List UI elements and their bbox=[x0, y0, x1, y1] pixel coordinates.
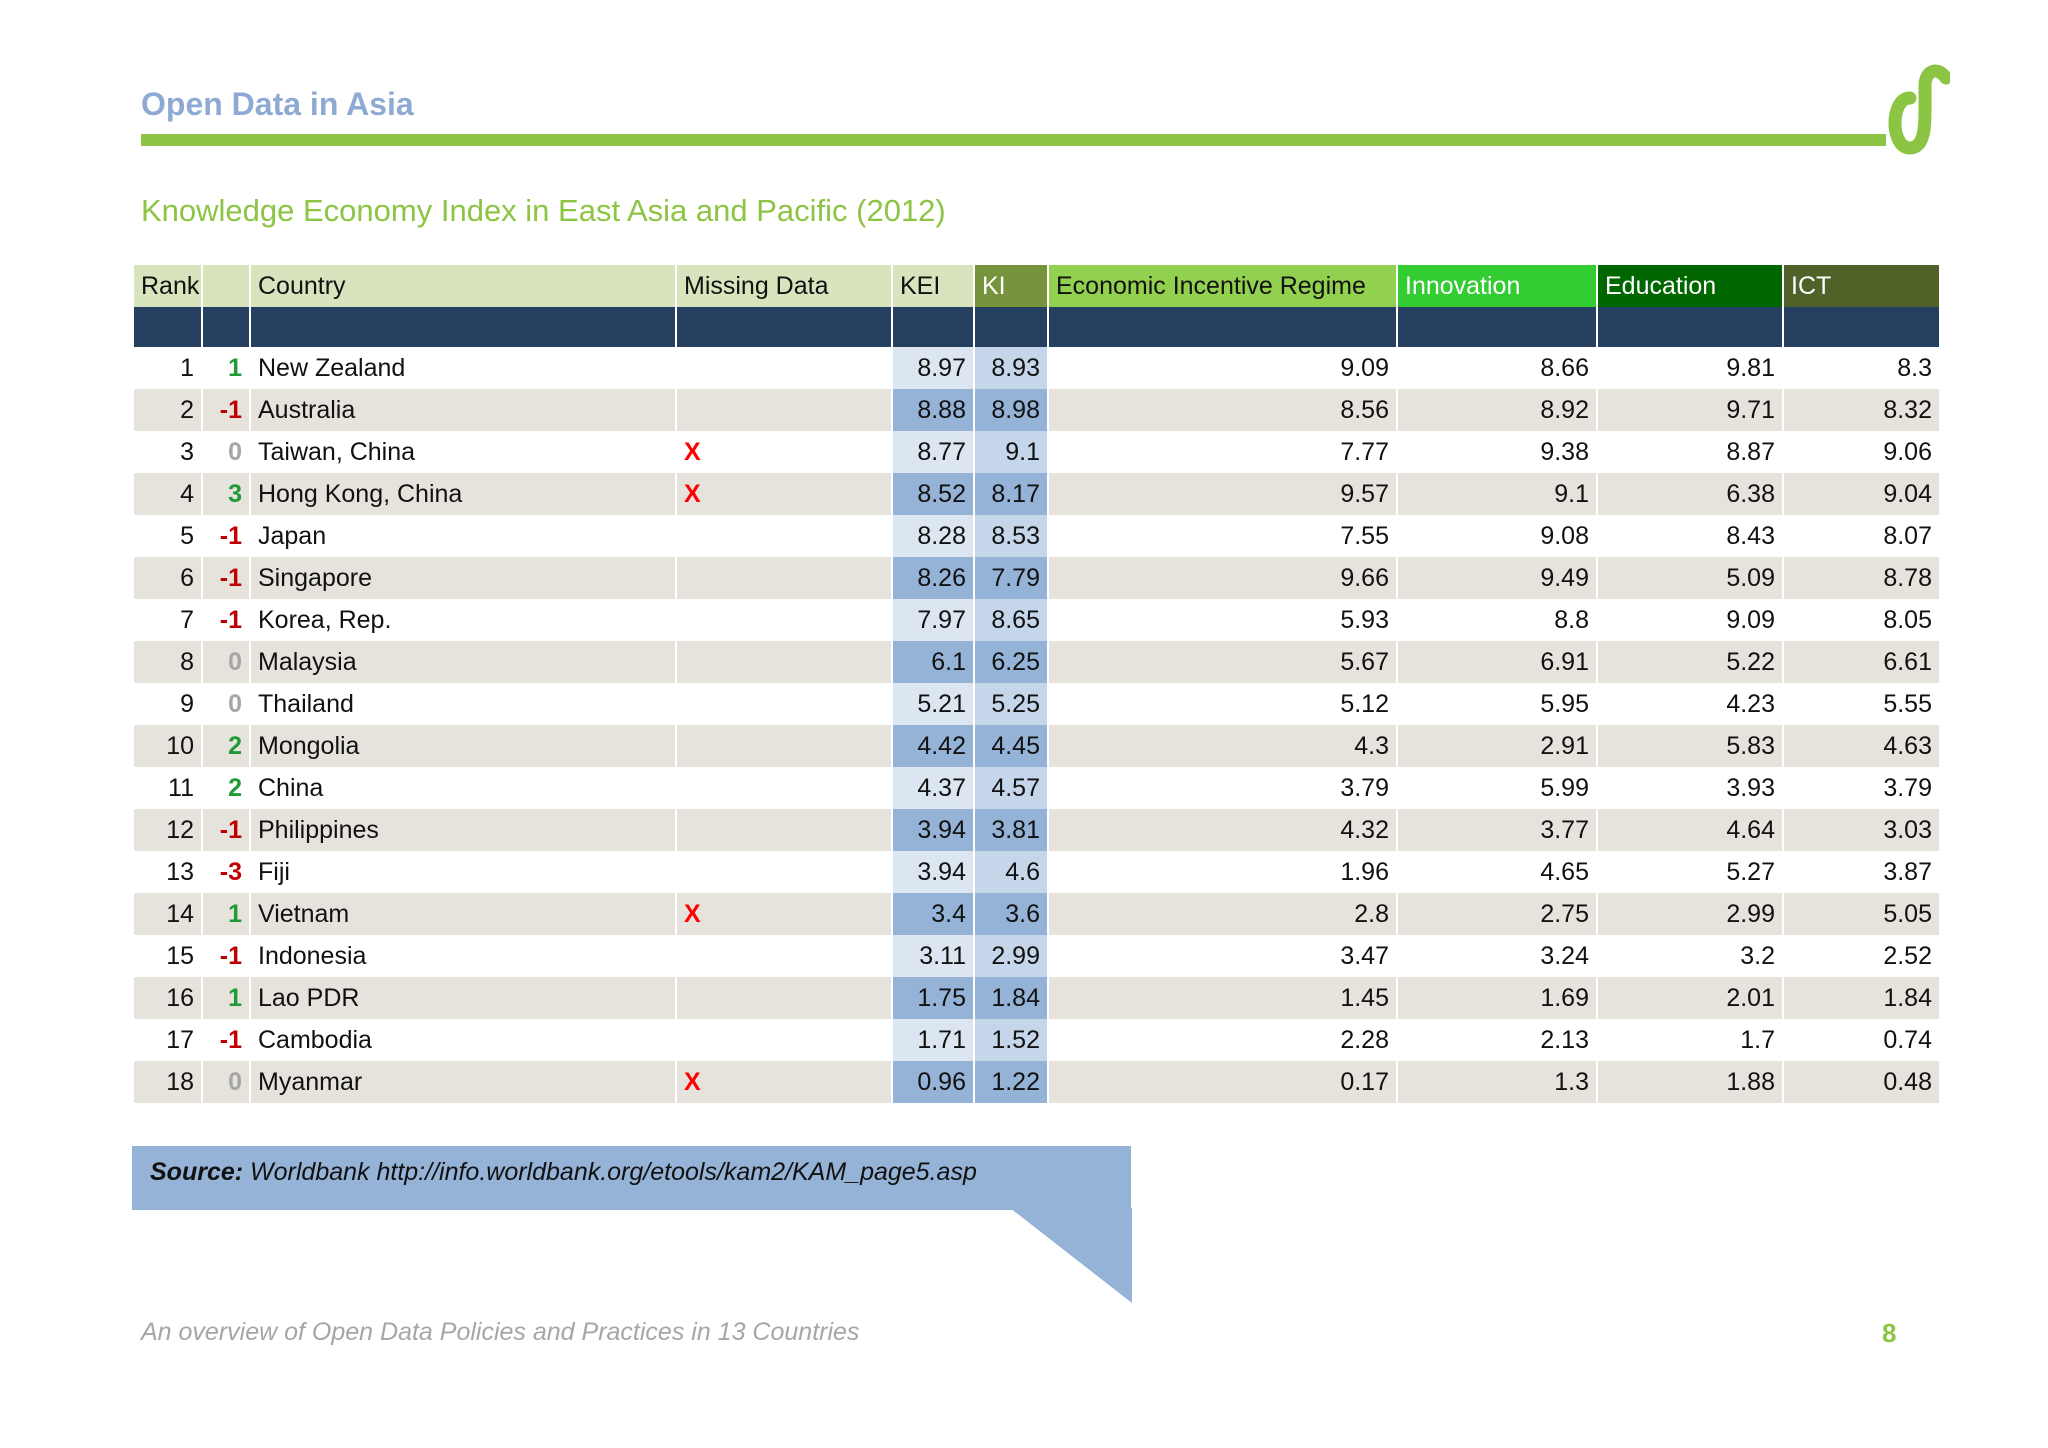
cell-education: 1.88 bbox=[1597, 1061, 1783, 1103]
cell-ict: 4.63 bbox=[1783, 725, 1940, 767]
cell-missing-data: X bbox=[676, 893, 892, 935]
cell-innovation: 9.38 bbox=[1397, 431, 1597, 473]
cell-change: 1 bbox=[202, 347, 250, 389]
cell-innovation: 8.66 bbox=[1397, 347, 1597, 389]
cell-change: -1 bbox=[202, 935, 250, 977]
cell-education: 8.43 bbox=[1597, 515, 1783, 557]
cell-education: 5.22 bbox=[1597, 641, 1783, 683]
cell-ki: 1.84 bbox=[974, 977, 1048, 1019]
table-row bbox=[134, 389, 1940, 431]
header-missing-data: Missing Data bbox=[676, 265, 892, 307]
cell-rank: 10 bbox=[134, 725, 202, 767]
cell-rank: 16 bbox=[134, 977, 202, 1019]
cell-country: Mongolia bbox=[250, 725, 676, 767]
cell-economic-incentive-regime: 3.79 bbox=[1048, 767, 1397, 809]
cell-country: Taiwan, China bbox=[250, 431, 676, 473]
cell-country: Lao PDR bbox=[250, 977, 676, 1019]
cell-economic-incentive-regime: 5.93 bbox=[1048, 599, 1397, 641]
cell-change: -1 bbox=[202, 809, 250, 851]
cell-change: -1 bbox=[202, 1019, 250, 1061]
table-row bbox=[134, 347, 1940, 389]
cell-economic-incentive-regime: 4.3 bbox=[1048, 725, 1397, 767]
cell-missing-data bbox=[676, 557, 892, 599]
cell-kei: 4.42 bbox=[892, 725, 974, 767]
cell-economic-incentive-regime: 5.67 bbox=[1048, 641, 1397, 683]
cell-ki: 4.45 bbox=[974, 725, 1048, 767]
cell-change: -1 bbox=[202, 389, 250, 431]
cell-kei: 8.28 bbox=[892, 515, 974, 557]
cell-change: 2 bbox=[202, 725, 250, 767]
cell-ki: 3.6 bbox=[974, 893, 1048, 935]
cell-country: Philippines bbox=[250, 809, 676, 851]
cell-kei: 3.11 bbox=[892, 935, 974, 977]
table-row bbox=[134, 977, 1940, 1019]
cell-innovation: 2.13 bbox=[1397, 1019, 1597, 1061]
cell-ki: 8.98 bbox=[974, 389, 1048, 431]
cell-economic-incentive-regime: 8.56 bbox=[1048, 389, 1397, 431]
cell-ki: 1.52 bbox=[974, 1019, 1048, 1061]
cell-kei: 3.94 bbox=[892, 851, 974, 893]
cell-education: 2.99 bbox=[1597, 893, 1783, 935]
cell-education: 9.71 bbox=[1597, 389, 1783, 431]
page-title: Knowledge Economy Index in East Asia and Pacific (2012) bbox=[141, 193, 946, 228]
cell-education: 4.23 bbox=[1597, 683, 1783, 725]
cell-rank: 6 bbox=[134, 557, 202, 599]
cell-rank: 1 bbox=[134, 347, 202, 389]
cell-country: Hong Kong, China bbox=[250, 473, 676, 515]
cell-ict: 8.78 bbox=[1783, 557, 1940, 599]
cell-education: 4.64 bbox=[1597, 809, 1783, 851]
header-change bbox=[202, 265, 250, 307]
table-row bbox=[134, 809, 1940, 851]
cell-missing-data bbox=[676, 725, 892, 767]
cell-country: Myanmar bbox=[250, 1061, 676, 1103]
header-rule bbox=[141, 134, 1886, 146]
header-ict: ICT bbox=[1783, 265, 1940, 307]
cell-country: Thailand bbox=[250, 683, 676, 725]
table-row bbox=[134, 683, 1940, 725]
cell-rank: 5 bbox=[134, 515, 202, 557]
cell-innovation: 1.3 bbox=[1397, 1061, 1597, 1103]
cell-economic-incentive-regime: 5.12 bbox=[1048, 683, 1397, 725]
cell-innovation: 8.92 bbox=[1397, 389, 1597, 431]
cell-education: 5.27 bbox=[1597, 851, 1783, 893]
cell-rank: 8 bbox=[134, 641, 202, 683]
cell-ict: 6.61 bbox=[1783, 641, 1940, 683]
cell-education: 3.93 bbox=[1597, 767, 1783, 809]
header-band bbox=[134, 307, 1940, 347]
cell-innovation: 4.65 bbox=[1397, 851, 1597, 893]
cell-country: New Zealand bbox=[250, 347, 676, 389]
cell-innovation: 5.99 bbox=[1397, 767, 1597, 809]
cell-innovation: 5.95 bbox=[1397, 683, 1597, 725]
cell-innovation: 2.75 bbox=[1397, 893, 1597, 935]
cell-missing-data bbox=[676, 389, 892, 431]
cell-missing-data bbox=[676, 515, 892, 557]
cell-missing-data bbox=[676, 599, 892, 641]
document-header-title: Open Data in Asia bbox=[141, 86, 414, 122]
cell-ict: 2.52 bbox=[1783, 935, 1940, 977]
cell-ict: 9.06 bbox=[1783, 431, 1940, 473]
cell-country: Malaysia bbox=[250, 641, 676, 683]
table-row bbox=[134, 599, 1940, 641]
cell-ict: 3.79 bbox=[1783, 767, 1940, 809]
cell-ict: 8.32 bbox=[1783, 389, 1940, 431]
cell-missing-data bbox=[676, 1019, 892, 1061]
header-country: Country bbox=[250, 265, 676, 307]
cell-rank: 3 bbox=[134, 431, 202, 473]
table-row bbox=[134, 893, 1940, 935]
cell-ict: 5.05 bbox=[1783, 893, 1940, 935]
table-row bbox=[134, 725, 1940, 767]
cell-rank: 12 bbox=[134, 809, 202, 851]
cell-ki: 4.57 bbox=[974, 767, 1048, 809]
cell-missing-data: X bbox=[676, 473, 892, 515]
table-row bbox=[134, 557, 1940, 599]
cell-ki: 1.22 bbox=[974, 1061, 1048, 1103]
cell-kei: 1.71 bbox=[892, 1019, 974, 1061]
cell-change: 0 bbox=[202, 683, 250, 725]
page-number: 8 bbox=[1882, 1318, 1897, 1348]
cell-ki: 8.65 bbox=[974, 599, 1048, 641]
table-row bbox=[134, 767, 1940, 809]
cell-economic-incentive-regime: 1.45 bbox=[1048, 977, 1397, 1019]
cell-change: 1 bbox=[202, 893, 250, 935]
cell-innovation: 9.1 bbox=[1397, 473, 1597, 515]
cell-change: -1 bbox=[202, 557, 250, 599]
cell-ki: 7.79 bbox=[974, 557, 1048, 599]
cell-innovation: 8.8 bbox=[1397, 599, 1597, 641]
cell-education: 8.87 bbox=[1597, 431, 1783, 473]
table-row bbox=[134, 1019, 1940, 1061]
cell-ki: 4.6 bbox=[974, 851, 1048, 893]
cell-kei: 0.96 bbox=[892, 1061, 974, 1103]
cell-change: -1 bbox=[202, 515, 250, 557]
cell-education: 3.2 bbox=[1597, 935, 1783, 977]
cell-rank: 17 bbox=[134, 1019, 202, 1061]
cell-economic-incentive-regime: 3.47 bbox=[1048, 935, 1397, 977]
cell-innovation: 3.24 bbox=[1397, 935, 1597, 977]
cell-ict: 3.87 bbox=[1783, 851, 1940, 893]
cell-kei: 5.21 bbox=[892, 683, 974, 725]
cell-innovation: 6.91 bbox=[1397, 641, 1597, 683]
cell-economic-incentive-regime: 7.77 bbox=[1048, 431, 1397, 473]
cell-change: 3 bbox=[202, 473, 250, 515]
cell-change: 0 bbox=[202, 431, 250, 473]
cell-country: Fiji bbox=[250, 851, 676, 893]
cell-kei: 8.26 bbox=[892, 557, 974, 599]
cell-ict: 8.07 bbox=[1783, 515, 1940, 557]
cell-kei: 8.88 bbox=[892, 389, 974, 431]
cell-country: Japan bbox=[250, 515, 676, 557]
header-education: Education bbox=[1597, 265, 1783, 307]
cell-education: 9.81 bbox=[1597, 347, 1783, 389]
cell-education: 9.09 bbox=[1597, 599, 1783, 641]
source-text: Worldbank http://info.worldbank.org/etools/kam2/KAM_page5.asp bbox=[250, 1158, 977, 1186]
open-data-logo-icon bbox=[1880, 56, 1950, 156]
cell-missing-data bbox=[676, 977, 892, 1019]
kei-table bbox=[134, 265, 1941, 1103]
cell-kei: 1.75 bbox=[892, 977, 974, 1019]
cell-country: Cambodia bbox=[250, 1019, 676, 1061]
cell-rank: 18 bbox=[134, 1061, 202, 1103]
cell-change: -1 bbox=[202, 599, 250, 641]
cell-change: 1 bbox=[202, 977, 250, 1019]
footer-text: An overview of Open Data Policies and Practices in 13 Countries bbox=[141, 1318, 860, 1346]
table-row bbox=[134, 641, 1940, 683]
cell-kei: 6.1 bbox=[892, 641, 974, 683]
header-rank: Rank bbox=[134, 265, 202, 307]
cell-country: Korea, Rep. bbox=[250, 599, 676, 641]
cell-missing-data bbox=[676, 641, 892, 683]
source-label: Source: bbox=[150, 1158, 244, 1186]
cell-education: 5.09 bbox=[1597, 557, 1783, 599]
table-row bbox=[134, 851, 1940, 893]
cell-innovation: 1.69 bbox=[1397, 977, 1597, 1019]
cell-economic-incentive-regime: 2.28 bbox=[1048, 1019, 1397, 1061]
cell-rank: 7 bbox=[134, 599, 202, 641]
cell-ki: 8.53 bbox=[974, 515, 1048, 557]
cell-missing-data bbox=[676, 347, 892, 389]
cell-missing-data bbox=[676, 935, 892, 977]
cell-innovation: 3.77 bbox=[1397, 809, 1597, 851]
cell-rank: 9 bbox=[134, 683, 202, 725]
table-row bbox=[134, 935, 1940, 977]
table-row bbox=[134, 1061, 1940, 1103]
cell-ict: 1.84 bbox=[1783, 977, 1940, 1019]
cell-ict: 3.03 bbox=[1783, 809, 1940, 851]
cell-economic-incentive-regime: 7.55 bbox=[1048, 515, 1397, 557]
source-box-tail bbox=[1010, 1208, 1132, 1303]
cell-economic-incentive-regime: 4.32 bbox=[1048, 809, 1397, 851]
cell-rank: 14 bbox=[134, 893, 202, 935]
cell-economic-incentive-regime: 2.8 bbox=[1048, 893, 1397, 935]
cell-ict: 0.48 bbox=[1783, 1061, 1940, 1103]
cell-ict: 5.55 bbox=[1783, 683, 1940, 725]
header-innovation: Innovation bbox=[1397, 265, 1597, 307]
header-ki: KI bbox=[974, 265, 1048, 307]
cell-economic-incentive-regime: 9.09 bbox=[1048, 347, 1397, 389]
cell-missing-data bbox=[676, 683, 892, 725]
cell-ki: 6.25 bbox=[974, 641, 1048, 683]
cell-ki: 8.93 bbox=[974, 347, 1048, 389]
cell-change: 0 bbox=[202, 641, 250, 683]
cell-kei: 3.94 bbox=[892, 809, 974, 851]
table-row bbox=[134, 431, 1940, 473]
cell-kei: 7.97 bbox=[892, 599, 974, 641]
cell-country: Indonesia bbox=[250, 935, 676, 977]
cell-economic-incentive-regime: 1.96 bbox=[1048, 851, 1397, 893]
cell-economic-incentive-regime: 9.57 bbox=[1048, 473, 1397, 515]
cell-education: 1.7 bbox=[1597, 1019, 1783, 1061]
table-header-row bbox=[134, 265, 1940, 307]
cell-country: Vietnam bbox=[250, 893, 676, 935]
cell-missing-data bbox=[676, 809, 892, 851]
header-economic-incentive-regime: Economic Incentive Regime bbox=[1048, 265, 1397, 307]
cell-economic-incentive-regime: 0.17 bbox=[1048, 1061, 1397, 1103]
cell-ict: 8.05 bbox=[1783, 599, 1940, 641]
cell-rank: 2 bbox=[134, 389, 202, 431]
cell-country: Australia bbox=[250, 389, 676, 431]
source-citation bbox=[150, 1158, 977, 1187]
cell-missing-data bbox=[676, 851, 892, 893]
cell-kei: 8.97 bbox=[892, 347, 974, 389]
cell-rank: 15 bbox=[134, 935, 202, 977]
cell-ki: 8.17 bbox=[974, 473, 1048, 515]
cell-country: China bbox=[250, 767, 676, 809]
cell-change: 0 bbox=[202, 1061, 250, 1103]
header-kei: KEI bbox=[892, 265, 974, 307]
cell-kei: 4.37 bbox=[892, 767, 974, 809]
cell-missing-data bbox=[676, 767, 892, 809]
cell-education: 2.01 bbox=[1597, 977, 1783, 1019]
cell-ki: 5.25 bbox=[974, 683, 1048, 725]
cell-education: 5.83 bbox=[1597, 725, 1783, 767]
table-row bbox=[134, 515, 1940, 557]
cell-missing-data: X bbox=[676, 1061, 892, 1103]
cell-kei: 8.52 bbox=[892, 473, 974, 515]
cell-innovation: 9.49 bbox=[1397, 557, 1597, 599]
cell-economic-incentive-regime: 9.66 bbox=[1048, 557, 1397, 599]
cell-ki: 9.1 bbox=[974, 431, 1048, 473]
cell-innovation: 9.08 bbox=[1397, 515, 1597, 557]
cell-rank: 13 bbox=[134, 851, 202, 893]
cell-ki: 3.81 bbox=[974, 809, 1048, 851]
cell-innovation: 2.91 bbox=[1397, 725, 1597, 767]
cell-ict: 0.74 bbox=[1783, 1019, 1940, 1061]
cell-kei: 8.77 bbox=[892, 431, 974, 473]
cell-missing-data: X bbox=[676, 431, 892, 473]
cell-education: 6.38 bbox=[1597, 473, 1783, 515]
cell-rank: 4 bbox=[134, 473, 202, 515]
cell-ict: 9.04 bbox=[1783, 473, 1940, 515]
cell-rank: 11 bbox=[134, 767, 202, 809]
cell-kei: 3.4 bbox=[892, 893, 974, 935]
cell-ict: 8.3 bbox=[1783, 347, 1940, 389]
cell-change: 2 bbox=[202, 767, 250, 809]
cell-country: Singapore bbox=[250, 557, 676, 599]
cell-change: -3 bbox=[202, 851, 250, 893]
cell-ki: 2.99 bbox=[974, 935, 1048, 977]
table-row bbox=[134, 473, 1940, 515]
